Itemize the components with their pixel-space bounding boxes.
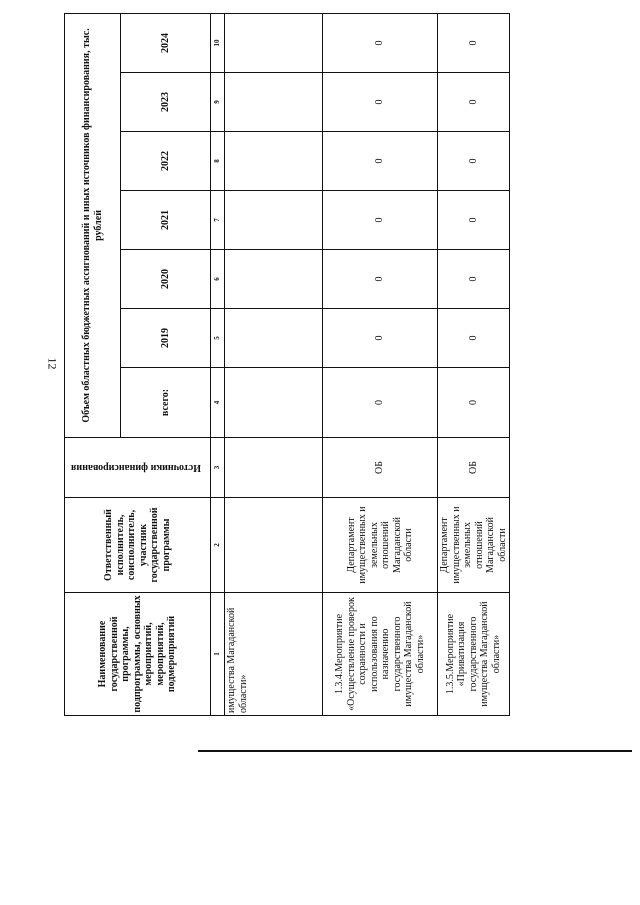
- row-value: 0: [323, 13, 438, 72]
- row-value: 0: [438, 132, 510, 191]
- header-volume: Объем областных бюджетных ассигнований и иных источников финансирования, тыс. рублей: [65, 13, 121, 437]
- header-year: 2022: [121, 132, 211, 191]
- table-row: [225, 13, 323, 715]
- column-number: 2: [211, 498, 225, 593]
- row-value: [225, 309, 323, 368]
- column-number: 1: [211, 593, 225, 716]
- column-number-row: [211, 13, 225, 715]
- column-number: 4: [211, 368, 225, 438]
- column-number: 9: [211, 73, 225, 132]
- column-number: 10: [211, 13, 225, 72]
- row-source: ОБ: [438, 438, 510, 498]
- row-executor: Департамент имущественных и земельных отношений Магаданской области: [438, 498, 510, 593]
- row-value: 0: [438, 309, 510, 368]
- column-number: 5: [211, 309, 225, 368]
- row-executor: [225, 498, 323, 593]
- row-value: [225, 132, 323, 191]
- row-executor: Департамент имущественных и земельных отношений Магаданской области: [323, 498, 438, 593]
- column-number: 3: [211, 438, 225, 498]
- row-value: 0: [438, 191, 510, 250]
- row-value: 0: [438, 13, 510, 72]
- row-value: [225, 191, 323, 250]
- header-row-1: [65, 13, 121, 715]
- row-value: 0: [438, 250, 510, 309]
- row-total: 0: [323, 368, 438, 438]
- row-source: ОБ: [323, 438, 438, 498]
- row-value: [225, 13, 323, 72]
- table-row: [438, 13, 510, 715]
- header-year: 2024: [121, 13, 211, 72]
- header-name: Наименование государственной программы, подпрограммы, основных мероприятий, мероприятий, подмероприятий: [65, 593, 211, 716]
- row-value: 0: [323, 250, 438, 309]
- row-value: 0: [323, 73, 438, 132]
- column-number: 7: [211, 191, 225, 250]
- horizontal-rule: [198, 750, 632, 752]
- row-name: 1.3.4.Мероприятие «Осуществление проверок сохранности и использования по назначению государственного имущества Магаданской области»: [323, 593, 438, 716]
- row-total: [225, 368, 323, 438]
- row-total: 0: [438, 368, 510, 438]
- header-executor: Ответственный исполнитель, соисполнитель, участник государственной программы: [65, 498, 211, 593]
- row-value: 0: [323, 191, 438, 250]
- financing-table: [64, 13, 510, 716]
- row-name: имущества Магаданской области»: [225, 593, 323, 716]
- page-number: 12: [45, 357, 60, 370]
- header-year: 2019: [121, 309, 211, 368]
- row-value: 0: [323, 132, 438, 191]
- header-year: 2023: [121, 73, 211, 132]
- header-year: 2020: [121, 250, 211, 309]
- header-year: 2021: [121, 191, 211, 250]
- column-number: 6: [211, 250, 225, 309]
- row-value: [225, 250, 323, 309]
- row-value: 0: [323, 309, 438, 368]
- row-value: [225, 73, 323, 132]
- row-source: [225, 438, 323, 498]
- header-source-cell: [65, 438, 211, 498]
- row-name: 1.3.5.Мероприятие «Приватизация государственного имущества Магаданской области»: [438, 593, 510, 716]
- rotated-page-content: [64, 14, 508, 716]
- header-total: всего:: [121, 368, 211, 438]
- row-value: 0: [438, 73, 510, 132]
- header-source: Источники финансирования: [70, 462, 201, 474]
- column-number: 8: [211, 132, 225, 191]
- table-row: [323, 13, 438, 715]
